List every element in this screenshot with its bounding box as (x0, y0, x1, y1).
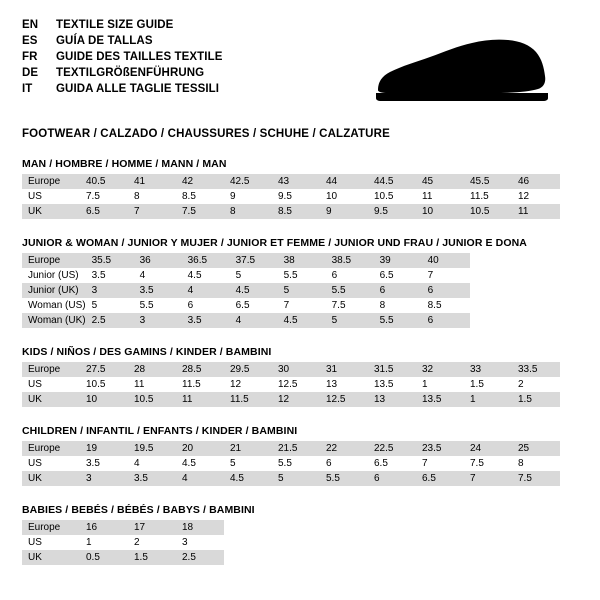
size-cell: 38 (278, 253, 326, 268)
size-cell: 6 (182, 298, 230, 313)
size-cell: 36.5 (182, 253, 230, 268)
table-row (22, 535, 224, 550)
row-label: Woman (US) (22, 298, 86, 313)
size-cell: 13.5 (368, 377, 416, 392)
size-cell: 4 (128, 456, 176, 471)
size-cell: 4 (134, 268, 182, 283)
size-cell: 7 (278, 298, 326, 313)
size-cell: 1.5 (128, 550, 176, 565)
size-cell: 4.5 (176, 456, 224, 471)
size-cell: 5.5 (320, 471, 368, 486)
size-cell: 12 (512, 189, 560, 204)
size-cell: 4 (176, 471, 224, 486)
size-cell: 0.5 (80, 550, 128, 565)
size-cell: 6 (422, 283, 470, 298)
size-section-title: MAN / HOMBRE / HOMME / MANN / MAN (22, 158, 227, 170)
size-cell: 43 (272, 174, 320, 189)
row-label: UK (22, 471, 80, 486)
table-row (22, 189, 560, 204)
size-cell: 3.5 (182, 313, 230, 328)
size-section-title: BABIES / BEBÉS / BÉBÉS / BABYS / BAMBINI (22, 504, 255, 516)
row-label: Woman (UK) (22, 313, 86, 328)
size-cell: 21 (224, 441, 272, 456)
size-cell: 5 (230, 268, 278, 283)
size-cell: 5 (278, 283, 326, 298)
size-cell: 4.5 (224, 471, 272, 486)
size-cell: 33 (464, 362, 512, 377)
size-cell: 28.5 (176, 362, 224, 377)
row-label: US (22, 377, 80, 392)
size-cell: 10.5 (464, 204, 512, 219)
size-table (22, 520, 224, 565)
size-cell: 6.5 (368, 456, 416, 471)
table-row (22, 520, 224, 535)
table-row (22, 392, 560, 407)
size-cell: 7 (422, 268, 470, 283)
size-cell: 5 (224, 456, 272, 471)
row-label: Europe (22, 362, 80, 377)
size-cell: 3 (176, 535, 224, 550)
size-cell: 40.5 (80, 174, 128, 189)
size-cell: 12.5 (320, 392, 368, 407)
size-cell: 44.5 (368, 174, 416, 189)
row-label: Europe (22, 174, 80, 189)
size-section (22, 346, 578, 407)
size-cell: 8 (512, 456, 560, 471)
size-table (22, 174, 560, 219)
size-cell: 25 (512, 441, 560, 456)
table-row (22, 204, 560, 219)
size-cell: 11 (416, 189, 464, 204)
size-cell: 16 (80, 520, 128, 535)
size-cell: 4 (230, 313, 278, 328)
size-cell: 9.5 (368, 204, 416, 219)
table-row (22, 174, 560, 189)
size-cell: 28 (128, 362, 176, 377)
size-cell: 8.5 (176, 189, 224, 204)
size-cell: 19 (80, 441, 128, 456)
size-cell: 11 (512, 204, 560, 219)
language-title-row (22, 18, 223, 33)
size-cell: 11 (128, 377, 176, 392)
size-cell: 6.5 (416, 471, 464, 486)
size-cell: 38.5 (326, 253, 374, 268)
size-cell: 1 (80, 535, 128, 550)
size-cell: 5.5 (374, 313, 422, 328)
size-cell: 12 (224, 377, 272, 392)
size-cell: 11 (176, 392, 224, 407)
size-cell: 7.5 (512, 471, 560, 486)
size-cell: 37.5 (230, 253, 278, 268)
size-cell: 1 (416, 377, 464, 392)
size-cell: 45.5 (464, 174, 512, 189)
language-text: GUIDA ALLE TAGLIE TESSILI (56, 83, 220, 95)
size-cell: 4.5 (230, 283, 278, 298)
size-cell: 7 (464, 471, 512, 486)
language-title-row (22, 50, 223, 65)
size-cell: 18 (176, 520, 224, 535)
size-cell: 44 (320, 174, 368, 189)
size-cell: 8.5 (272, 204, 320, 219)
size-cell: 1.5 (464, 377, 512, 392)
size-cell: 46 (512, 174, 560, 189)
size-cell: 27.5 (80, 362, 128, 377)
size-cell: 3 (134, 313, 182, 328)
size-cell: 32 (416, 362, 464, 377)
size-cell: 1.5 (512, 392, 560, 407)
size-cell: 9.5 (272, 189, 320, 204)
size-cell: 29.5 (224, 362, 272, 377)
size-cell: 4.5 (278, 313, 326, 328)
size-cell: 40 (422, 253, 470, 268)
size-cell: 5.5 (134, 298, 182, 313)
size-cell: 3 (80, 471, 128, 486)
row-label: Europe (22, 253, 86, 268)
row-label: UK (22, 204, 80, 219)
size-section-title: JUNIOR & WOMAN / JUNIOR Y MUJER / JUNIOR ET FEMME / JUNIOR UND FRAU / JUNIOR E DONA (22, 237, 527, 249)
size-cell: 6 (326, 268, 374, 283)
size-cell: 8 (224, 204, 272, 219)
table-row (22, 268, 470, 283)
size-cell: 5.5 (278, 268, 326, 283)
size-cell: 6 (320, 456, 368, 471)
size-cell: 6 (374, 283, 422, 298)
dress-shoe-icon (372, 38, 550, 111)
language-title-row (22, 66, 223, 81)
size-cell: 31 (320, 362, 368, 377)
size-cell: 11.5 (224, 392, 272, 407)
size-cell: 10.5 (368, 189, 416, 204)
size-cell: 10 (320, 189, 368, 204)
language-title-row (22, 34, 223, 49)
row-label: Europe (22, 520, 80, 535)
language-text: GUIDE DES TAILLES TEXTILE (56, 51, 223, 63)
size-cell: 23.5 (416, 441, 464, 456)
size-cell: 10.5 (128, 392, 176, 407)
size-cell: 22.5 (368, 441, 416, 456)
size-cell: 8.5 (422, 298, 470, 313)
row-label: US (22, 189, 80, 204)
size-cell: 21.5 (272, 441, 320, 456)
size-cell: 2 (128, 535, 176, 550)
size-cell: 6.5 (80, 204, 128, 219)
size-cell: 5 (272, 471, 320, 486)
table-row (22, 298, 470, 313)
size-table (22, 441, 560, 486)
size-cell: 45 (416, 174, 464, 189)
size-cell: 6 (368, 471, 416, 486)
size-cell: 9 (224, 189, 272, 204)
size-cell: 8 (374, 298, 422, 313)
size-cell: 4.5 (182, 268, 230, 283)
size-cell: 24 (464, 441, 512, 456)
size-section (22, 504, 578, 565)
size-cell: 3 (86, 283, 134, 298)
table-row (22, 313, 470, 328)
size-section (22, 237, 578, 328)
size-tables-container (22, 158, 578, 565)
size-cell: 30 (272, 362, 320, 377)
language-text: TEXTILE SIZE GUIDE (56, 19, 174, 31)
table-row (22, 456, 560, 471)
size-cell: 5 (326, 313, 374, 328)
size-cell: 3.5 (134, 283, 182, 298)
size-cell: 8 (128, 189, 176, 204)
size-table (22, 362, 560, 407)
table-row (22, 471, 560, 486)
size-cell: 17 (128, 520, 176, 535)
page-header (22, 18, 578, 111)
size-cell: 7.5 (80, 189, 128, 204)
size-cell: 31.5 (368, 362, 416, 377)
language-title-row (22, 82, 223, 97)
category-title: FOOTWEAR / CALZADO / CHAUSSURES / SCHUHE / CALZATURE (22, 128, 390, 140)
size-cell: 7 (128, 204, 176, 219)
language-code: DE (22, 67, 39, 79)
row-label: UK (22, 550, 80, 565)
size-cell: 10 (416, 204, 464, 219)
size-cell: 33.5 (512, 362, 560, 377)
language-text: GUÍA DE TALLAS (56, 35, 153, 47)
size-cell: 7.5 (326, 298, 374, 313)
table-row (22, 377, 560, 392)
size-cell: 3.5 (86, 268, 134, 283)
size-section-title: KIDS / NIÑOS / DES GAMINS / KINDER / BAMBINI (22, 346, 272, 358)
table-row (22, 550, 224, 565)
size-cell: 3.5 (80, 456, 128, 471)
size-cell: 19.5 (128, 441, 176, 456)
size-cell: 1 (464, 392, 512, 407)
size-cell: 5.5 (326, 283, 374, 298)
language-code: EN (22, 19, 39, 31)
size-cell: 2 (512, 377, 560, 392)
size-cell: 5.5 (272, 456, 320, 471)
row-label: Europe (22, 441, 80, 456)
size-cell: 3.5 (128, 471, 176, 486)
size-section (22, 425, 578, 486)
size-cell: 12 (272, 392, 320, 407)
size-cell: 22 (320, 441, 368, 456)
size-cell: 10.5 (80, 377, 128, 392)
language-code: ES (22, 35, 38, 47)
size-cell: 13 (368, 392, 416, 407)
size-cell: 7.5 (464, 456, 512, 471)
size-cell: 2.5 (176, 550, 224, 565)
row-label: Junior (US) (22, 268, 86, 283)
size-cell: 35.5 (86, 253, 134, 268)
row-label: US (22, 535, 80, 550)
table-row (22, 362, 560, 377)
language-title-list (22, 18, 223, 97)
size-cell: 20 (176, 441, 224, 456)
size-cell: 42 (176, 174, 224, 189)
size-cell: 41 (128, 174, 176, 189)
size-cell: 5 (86, 298, 134, 313)
size-cell: 11.5 (176, 377, 224, 392)
size-cell: 7 (416, 456, 464, 471)
size-cell: 12.5 (272, 377, 320, 392)
size-cell: 6 (422, 313, 470, 328)
size-cell: 4 (182, 283, 230, 298)
size-section (22, 158, 578, 219)
size-cell: 13 (320, 377, 368, 392)
size-table (22, 253, 470, 328)
language-code: FR (22, 51, 38, 63)
size-cell: 2.5 (86, 313, 134, 328)
size-cell: 13.5 (416, 392, 464, 407)
size-cell: 11.5 (464, 189, 512, 204)
size-cell: 39 (374, 253, 422, 268)
table-row (22, 441, 560, 456)
table-row (22, 283, 470, 298)
size-cell: 6.5 (230, 298, 278, 313)
row-label: Junior (UK) (22, 283, 86, 298)
size-section-title: CHILDREN / INFANTIL / ENFANTS / KINDER / BAMBINI (22, 425, 298, 437)
size-cell: 36 (134, 253, 182, 268)
language-code: IT (22, 83, 33, 95)
size-cell: 10 (80, 392, 128, 407)
size-cell: 6.5 (374, 268, 422, 283)
table-row (22, 253, 470, 268)
size-cell: 9 (320, 204, 368, 219)
size-cell: 7.5 (176, 204, 224, 219)
row-label: US (22, 456, 80, 471)
row-label: UK (22, 392, 80, 407)
language-text: TEXTILGRÖßENFÜHRUNG (56, 67, 205, 79)
size-cell: 42.5 (224, 174, 272, 189)
